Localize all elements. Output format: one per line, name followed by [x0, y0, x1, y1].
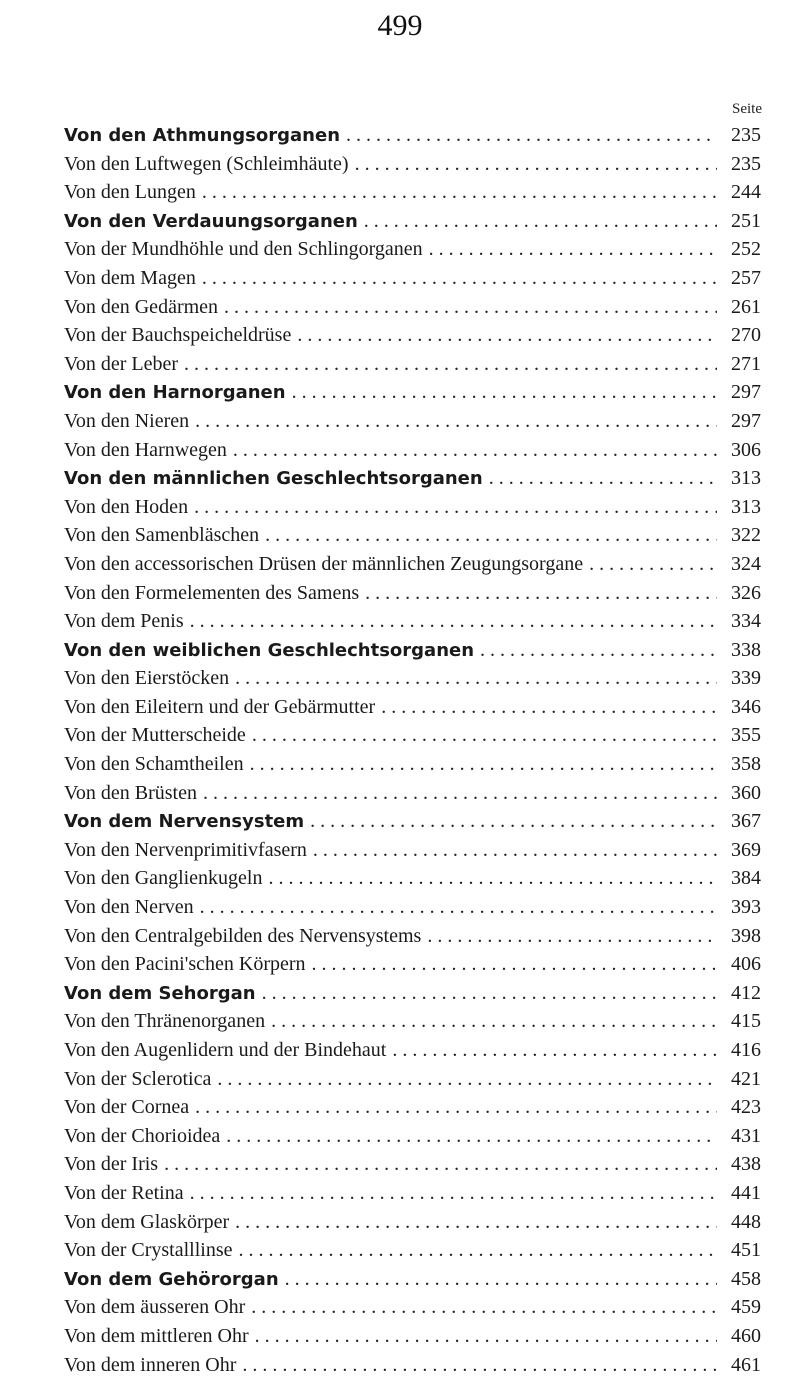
toc-entry-page: 322 [731, 524, 761, 547]
toc-entry-label: Von dem Nervensystem [64, 811, 305, 833]
toc-entry [64, 1096, 761, 1125]
toc-entry-label: Von den Augenlidern und der Bindehaut [64, 1039, 387, 1061]
toc-entry-label: Von der Mutterscheide [64, 724, 246, 747]
dot-leader [355, 153, 717, 176]
toc-entry-label: Von den Athmungsorganen [64, 125, 341, 146]
toc-entry [64, 867, 761, 896]
dot-leader [271, 1010, 717, 1033]
dot-leader [190, 1182, 717, 1205]
dot-leader [262, 982, 717, 1005]
toc-entry [64, 439, 761, 468]
toc-entry-page: 423 [731, 1096, 761, 1119]
toc-entry-label: Von den Brüsten [64, 781, 197, 804]
dot-leader [365, 582, 717, 605]
toc-entry-page: 398 [731, 924, 761, 947]
dot-leader [313, 839, 717, 862]
toc-entry-page: 451 [731, 1239, 761, 1262]
toc-entry-label: Von dem inneren Ohr [64, 1353, 237, 1376]
toc-entry-label: Von der Sclerotica [64, 1067, 212, 1090]
dot-leader [242, 1354, 717, 1377]
toc-entry [64, 524, 761, 553]
toc-entry-label: Von den accessorischen Drüsen der männlichen Zeugungsorgane [64, 552, 584, 575]
toc-entry-page: 339 [731, 667, 761, 690]
toc-entry-page: 393 [731, 896, 761, 919]
toc-section-heading [64, 982, 761, 1011]
dot-leader [312, 953, 717, 976]
dot-leader [195, 1096, 717, 1119]
toc-entry [64, 925, 761, 954]
toc-entry [64, 1010, 761, 1039]
toc-entry-page: 460 [731, 1324, 761, 1347]
toc-entry [64, 181, 761, 210]
toc-entry-page: 461 [731, 1353, 761, 1376]
toc-entry-page: 261 [731, 295, 761, 318]
toc-section-heading [64, 381, 761, 410]
toc-entry-label: Von den Pacini'schen Körpern [64, 953, 306, 976]
toc-entry-page: 406 [731, 953, 761, 976]
toc-entry-label: Von den Harnorganen [64, 382, 286, 404]
toc-entry-page: 297 [731, 409, 761, 432]
dot-leader [200, 896, 717, 919]
dot-leader [202, 267, 717, 290]
toc-entry-label: Von den Formelementen des Samens [64, 581, 360, 604]
dot-leader [364, 210, 717, 233]
dot-leader [381, 696, 717, 719]
page-number: 499 [377, 9, 423, 42]
toc-entry-page: 334 [731, 610, 761, 633]
toc-entry-label: Von den Schamtheilen [64, 753, 244, 776]
toc-entry-label: Von den Hoden [64, 495, 189, 518]
dot-leader [269, 867, 718, 890]
dot-leader [235, 667, 717, 690]
toc-entry-page: 235 [731, 124, 761, 146]
toc-entry-page: 313 [731, 495, 761, 518]
dot-leader [194, 496, 717, 519]
toc-entry-page: 360 [731, 781, 761, 804]
toc-entry-page: 297 [731, 381, 761, 404]
toc-entry-label: Von dem Glaskörper [64, 1210, 230, 1233]
toc-entry [64, 953, 761, 982]
toc-entry [64, 610, 761, 639]
toc-entry-label: Von den weiblichen Geschlechtsorganen [64, 639, 475, 661]
toc-entry-label: Von den Thränenorganen [64, 1010, 266, 1033]
dot-leader [480, 639, 717, 662]
dot-leader [184, 353, 717, 376]
dot-leader [285, 1268, 717, 1291]
dot-leader [235, 1211, 717, 1234]
toc-entry [64, 782, 761, 811]
toc-entry [64, 238, 761, 267]
toc-entry [64, 324, 761, 353]
toc-entry-label: Von der Chorioidea [64, 1124, 221, 1147]
dot-leader [202, 181, 717, 204]
toc-entry [64, 667, 761, 696]
toc-entry-label: Von dem mittleren Ohr [64, 1324, 249, 1347]
toc-entry-label: Von dem Magen [64, 266, 196, 289]
toc-entry-label: Von dem Gehörorgan [64, 1268, 279, 1290]
toc-entry-page: 448 [731, 1210, 761, 1233]
dot-leader [190, 610, 717, 633]
toc-entry-page: 459 [731, 1296, 761, 1319]
toc-entry-page: 251 [731, 209, 761, 232]
toc-entry-page: 313 [731, 467, 761, 490]
toc-entry-page: 346 [731, 695, 761, 718]
dot-leader [239, 1239, 717, 1262]
toc-entry-page: 412 [731, 981, 761, 1004]
toc-entry-page: 355 [731, 724, 761, 747]
dot-leader [255, 1325, 717, 1348]
toc-entry [64, 1125, 761, 1154]
toc-entry-page: 306 [731, 438, 761, 461]
dot-leader [297, 324, 717, 347]
toc-section-heading [64, 1268, 761, 1297]
dot-leader [589, 553, 717, 576]
dot-leader [226, 1125, 717, 1148]
toc-entry-label: Von den Gedärmen [64, 295, 219, 318]
toc-section-heading [64, 810, 761, 839]
toc-entry [64, 1211, 761, 1240]
toc-entry [64, 696, 761, 725]
toc-entry-label: Von dem Sehorgan [64, 982, 256, 1004]
toc-entry-label: Von der Mundhöhle und den Schlingorganen [64, 238, 423, 261]
toc-entry-page: 384 [731, 867, 761, 890]
toc-section-heading [64, 639, 761, 668]
toc-entry [64, 839, 761, 868]
toc-entry [64, 582, 761, 611]
toc-entry-page: 431 [731, 1124, 761, 1147]
toc-entry-page: 367 [731, 810, 761, 833]
toc-entry-label: Von den männlichen Geschlechtsorganen [64, 468, 483, 490]
toc-entry-label: Von der Bauchspeicheldrüse [64, 324, 292, 347]
toc-entry-page: 358 [731, 753, 761, 776]
dot-leader [251, 1296, 717, 1319]
toc-entry-label: Von den Nieren [64, 409, 190, 432]
toc-entry-label: Von den Luftwegen (Schleimhäute) [64, 152, 349, 175]
toc-entry-label: Von der Crystalllinse [64, 1239, 233, 1262]
dot-leader [224, 296, 717, 319]
toc-entry-label: Von den Eierstöcken [64, 667, 230, 690]
dot-leader [392, 1039, 717, 1062]
toc-entry-page: 441 [731, 1181, 761, 1204]
toc-entry-label: Von der Retina [64, 1181, 184, 1204]
dot-leader [292, 381, 717, 404]
toc-entry-page: 458 [731, 1267, 761, 1290]
dot-leader [203, 782, 717, 805]
dot-leader [310, 810, 717, 833]
column-header-seite: Seite [732, 101, 762, 117]
toc-entry [64, 410, 761, 439]
toc-entry-page: 369 [731, 838, 761, 861]
dot-leader [427, 925, 717, 948]
toc-entry-label: Von den Lungen [64, 181, 196, 204]
toc-entry-label: Von dem Penis [64, 610, 184, 633]
toc-entry [64, 553, 761, 582]
toc-entry [64, 896, 761, 925]
toc-entry-page: 338 [731, 638, 761, 661]
toc-entry-label: Von den Nervenprimitivfasern [64, 838, 307, 861]
toc-entry [64, 1239, 761, 1268]
dot-leader [429, 238, 717, 261]
toc-entry [64, 1354, 761, 1382]
dot-leader [265, 524, 717, 547]
toc-entry-page: 421 [731, 1067, 761, 1090]
toc-section-heading [64, 467, 761, 496]
toc-entry [64, 724, 761, 753]
toc-entry-page: 438 [731, 1153, 761, 1176]
toc-entry-label: Von den Nerven [64, 896, 194, 919]
toc-section-heading [64, 210, 761, 239]
dot-leader [489, 467, 717, 490]
toc-entry-page: 324 [731, 552, 761, 575]
toc-entry-page: 271 [731, 352, 761, 375]
toc-entry-label: Von den Verdauungsorganen [64, 210, 358, 232]
toc-entry-page: 235 [731, 152, 761, 175]
toc-entry [64, 1325, 761, 1354]
toc-entry-label: Von den Samenbläschen [64, 524, 260, 547]
toc-entry [64, 353, 761, 382]
dot-leader [252, 724, 717, 747]
toc-entry [64, 496, 761, 525]
toc-entry-label: Von der Leber [64, 352, 179, 375]
toc-entry-page: 326 [731, 581, 761, 604]
toc-entry [64, 1039, 761, 1068]
toc-entry [64, 753, 761, 782]
dot-leader [195, 410, 717, 433]
toc-section-heading [64, 124, 761, 153]
dot-leader [164, 1153, 717, 1176]
toc-entry-page: 415 [731, 1010, 761, 1033]
toc-entry [64, 1296, 761, 1325]
toc-entry [64, 1182, 761, 1211]
toc-entry [64, 1153, 761, 1182]
dot-leader [233, 439, 717, 462]
toc-entry-label: Von der Cornea [64, 1096, 190, 1119]
toc-entry-page: 257 [731, 266, 761, 289]
toc-entry [64, 153, 761, 182]
toc-entry [64, 1068, 761, 1097]
dot-leader [217, 1068, 717, 1091]
toc-entry [64, 267, 761, 296]
toc-entry-page: 244 [731, 181, 761, 204]
toc-entry-label: Von den Ganglienkugeln [64, 867, 263, 890]
toc-entry-label: Von den Eileitern und der Gebärmutter [64, 695, 376, 718]
toc-entry-label: Von den Centralgebilden des Nervensystems [64, 924, 422, 947]
toc-entry [64, 296, 761, 325]
toc-entry-page: 252 [731, 238, 761, 261]
toc-entry-page: 270 [731, 324, 761, 347]
dot-leader [250, 753, 717, 776]
toc-entry-label: Von der Iris [64, 1153, 159, 1176]
dot-leader [346, 124, 717, 147]
toc-entry-label: Von dem äusseren Ohr [64, 1296, 246, 1319]
toc-entry-label: Von den Harnwegen [64, 438, 227, 461]
table-of-contents [64, 124, 761, 1382]
toc-entry-page: 416 [731, 1039, 761, 1061]
